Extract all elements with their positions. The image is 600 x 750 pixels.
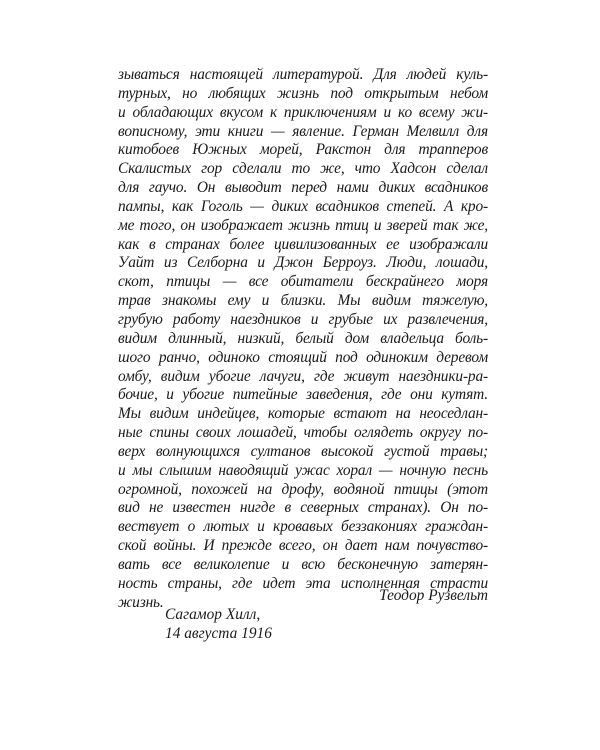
text-line: Уайт из Селборна и Джон Берроуз. Люди, лошади, — [118, 254, 488, 272]
text-line: и обладающих вкусом к приключениям и ко всему жи- — [118, 103, 488, 121]
text-line: вид не известен нигде в северных странах). Он по- — [118, 499, 488, 517]
place-line: Сагамор Хилл, — [165, 606, 261, 623]
text-line: видим длинный, низкий, белый дом владельца боль- — [118, 329, 488, 347]
text-line: ме того, он изображает жизнь птиц и зверей так же, — [118, 216, 488, 234]
text-line: ные спины своих лошадей, чтобы оглядеть округу по- — [118, 424, 488, 442]
text-line: зываться настоящей литературой. Для людей куль- — [118, 66, 488, 83]
text-line: как в странах более цивилизованных ее изображали — [118, 235, 488, 253]
text-line: ность страны, где идет эта исполненная страсти — [118, 574, 488, 592]
text-line: скот, птицы — все обитатели бескрайнего моря — [118, 273, 488, 291]
text-line: шого ранчо, одиноко стоящий под одиноким деревом — [118, 348, 488, 366]
text-line: трав знакомы ему и близки. Мы видим тяжелую, — [118, 292, 488, 310]
text-line: бочие, и убогие питейные заведения, где они кутят. — [118, 386, 488, 404]
text-line: и мы слышим наводящий ужас хорал — ночную песнь — [118, 461, 488, 479]
text-line: вествует о лютых и кровавых беззакониях граждан- — [118, 518, 488, 536]
text-line: вописному, эти книги — явление. Герман Мелвилл для — [118, 122, 488, 140]
text-line: ской войны. И прежде всего, он дает нам почувство- — [118, 537, 488, 555]
text-line: жизнь. — [118, 593, 164, 611]
text-line: пампы, как Гоголь — диких всадников степей. А кро- — [118, 197, 488, 215]
foreword-paragraph — [118, 66, 488, 612]
author-signature: Теодор Рузвельт — [379, 587, 488, 604]
text-line: для гаучо. Он выводит перед нами диких всадников — [118, 179, 488, 197]
place-date-block — [165, 605, 272, 643]
text-line: китобоев Южных морей, Ракстон для трапперов — [118, 141, 488, 159]
text-line: омбу, видим убогие лачуги, где живут наездники-ра- — [118, 367, 488, 385]
text-line: грубую работу наездников и грубые их развлечения, — [118, 310, 488, 328]
text-line: огромной, похожей на дрофу, водяной птицы (этот — [118, 480, 488, 498]
date-line: 14 августа 1916 — [165, 625, 272, 642]
text-line: турных, но любящих жизнь под открытым небом — [118, 84, 488, 102]
text-line: Скалистых гор сделали то же, что Хадсон сделал — [118, 160, 488, 178]
text-line: Мы видим индейцев, которые встают на неоседлан- — [118, 405, 488, 423]
text-line: вать все великолепие и всю бесконечную затерян- — [118, 555, 488, 573]
text-line: верх волнующихся султанов высокой густой травы; — [118, 442, 488, 460]
